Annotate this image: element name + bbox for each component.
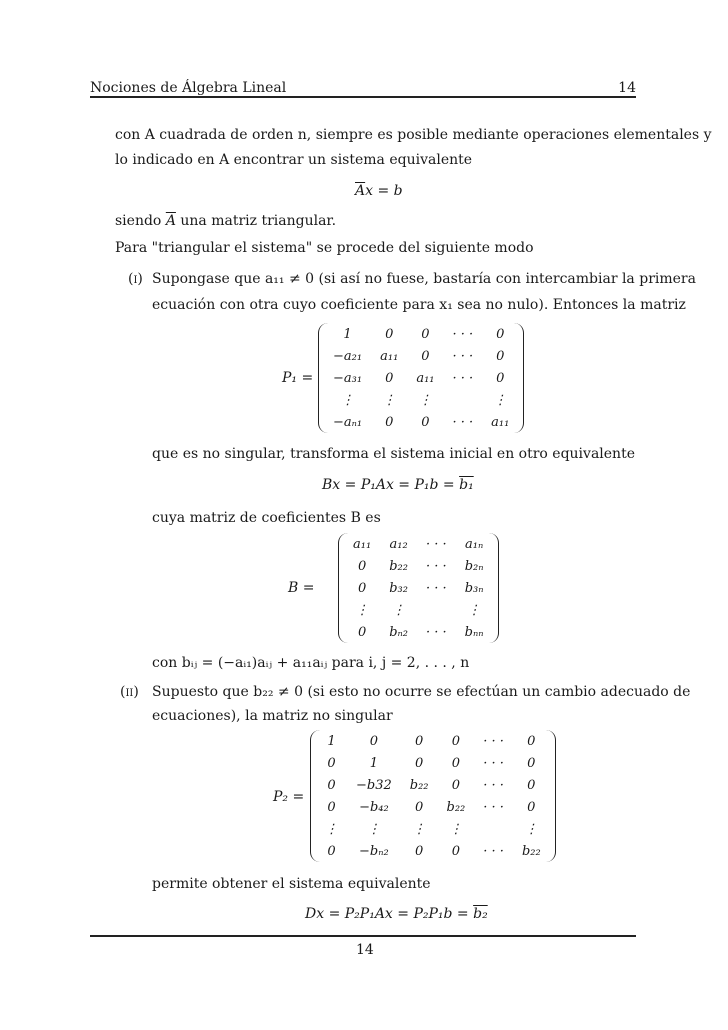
matrix-cell: bₙₙ bbox=[464, 624, 484, 640]
right-parenthesis bbox=[545, 730, 556, 862]
matrix-cell: · · · bbox=[483, 777, 504, 793]
matrix-cell: ⋮ bbox=[355, 602, 369, 618]
footer-page-number: 14 bbox=[356, 942, 374, 958]
right-parenthesis bbox=[488, 533, 499, 643]
matrix-cell: ⋮ bbox=[418, 392, 432, 408]
matrix-cell: · · · bbox=[483, 733, 504, 749]
matrix-cell: 0 bbox=[327, 777, 336, 793]
matrix-cell: 0 bbox=[451, 777, 461, 793]
matrix-cell: 0 bbox=[527, 755, 536, 771]
matrix-cell: bₙ₂ bbox=[389, 624, 408, 640]
matrix-cell: a₁₁ bbox=[491, 414, 510, 430]
left-parenthesis bbox=[310, 730, 321, 862]
matrix-cell: b₂₂ bbox=[521, 843, 541, 859]
paragraph-line: Para "triangular el sistema" se procede del siguiente modo bbox=[115, 240, 534, 256]
matrix-cell: b₂₂ bbox=[446, 799, 466, 815]
header-rule bbox=[90, 96, 636, 98]
matrix-cell: 0 bbox=[421, 414, 430, 430]
matrix-cell: · · · bbox=[452, 326, 474, 342]
matrix-row bbox=[324, 367, 518, 389]
footer-rule bbox=[90, 935, 636, 937]
matrix-p2 bbox=[316, 730, 550, 862]
text: siendo bbox=[115, 213, 166, 229]
matrix-cell: ⋮ bbox=[382, 392, 396, 408]
equation-text: Dx = P₂P₁Ax = P₂P₁b = bbox=[305, 906, 474, 922]
p1-label: P₁ = bbox=[282, 370, 314, 386]
matrix-cell: · · · bbox=[483, 843, 504, 859]
left-parenthesis bbox=[338, 533, 349, 643]
matrix-cell: 0 bbox=[527, 777, 536, 793]
matrix-cell: · · · bbox=[452, 348, 474, 364]
matrix-b-table bbox=[344, 533, 493, 643]
overlined-A: $\overline{A}$ bbox=[355, 183, 366, 199]
running-header-page-number: 14 bbox=[618, 80, 636, 96]
text: una matriz triangular. bbox=[175, 213, 337, 229]
equation-rest: x = b bbox=[365, 183, 403, 199]
matrix-cell: 1 bbox=[343, 326, 352, 342]
matrix-cell: · · · bbox=[452, 370, 474, 386]
matrix-cell: 0 bbox=[357, 558, 367, 574]
matrix-cell: 0 bbox=[369, 733, 379, 749]
matrix-cell: 0 bbox=[385, 370, 394, 386]
matrix-cell: · · · bbox=[483, 799, 504, 815]
equation-dx bbox=[305, 906, 488, 922]
matrix-cell: 1 bbox=[327, 733, 336, 749]
equation-bx bbox=[322, 477, 474, 493]
equation-text: Bx = P₁Ax = P₁b = bbox=[322, 477, 460, 493]
matrix-row bbox=[344, 533, 493, 555]
matrix-cell: 0 bbox=[327, 799, 336, 815]
matrix-cell: 0 bbox=[415, 799, 424, 815]
item-line: ecuaciones), la matriz no singular bbox=[152, 708, 393, 724]
matrix-cell: · · · bbox=[426, 536, 447, 552]
matrix-cell: · · · bbox=[483, 755, 504, 771]
b-label: B = bbox=[288, 580, 315, 596]
matrix-row bbox=[344, 621, 493, 643]
matrix-row bbox=[324, 345, 518, 367]
matrix-p1-table bbox=[324, 323, 518, 433]
paragraph-line: lo indicado en A encontrar un sistema equivalente bbox=[115, 152, 473, 168]
matrix-cell: b₃₂ bbox=[389, 580, 408, 596]
matrix-cell: −b32 bbox=[356, 777, 392, 793]
matrix-cell: 0 bbox=[496, 326, 505, 342]
matrix-cell: ⋮ bbox=[524, 821, 538, 837]
matrix-row bbox=[344, 577, 493, 599]
paragraph-line: con A cuadrada de orden n, siempre es posible mediante operaciones elementales y bbox=[115, 127, 712, 143]
matrix-cell: −a₃₁ bbox=[333, 370, 363, 386]
left-parenthesis bbox=[318, 323, 329, 433]
matrix-cell bbox=[417, 599, 456, 621]
matrix-cell: b₂₂ bbox=[409, 777, 429, 793]
matrix-row bbox=[324, 411, 518, 433]
matrix-row bbox=[316, 752, 550, 774]
matrix-cell: 0 bbox=[415, 733, 424, 749]
matrix-cell: · · · bbox=[426, 624, 447, 640]
matrix-cell: ⋮ bbox=[341, 392, 355, 408]
item-line: cuya matriz de coeficientes B es bbox=[152, 510, 381, 526]
matrix-cell: ⋮ bbox=[325, 821, 338, 837]
matrix-row bbox=[324, 389, 518, 411]
matrix-row bbox=[316, 774, 550, 796]
matrix-cell: 1 bbox=[369, 755, 379, 771]
matrix-cell: 0 bbox=[385, 414, 394, 430]
matrix-b bbox=[344, 533, 493, 643]
matrix-cell: · · · bbox=[452, 414, 474, 430]
matrix-cell: 0 bbox=[451, 733, 461, 749]
matrix-cell: 0 bbox=[415, 755, 424, 771]
matrix-cell: −bₙ₂ bbox=[359, 843, 389, 859]
matrix-cell bbox=[474, 818, 513, 840]
matrix-p2-table bbox=[316, 730, 550, 862]
matrix-p1 bbox=[324, 323, 518, 433]
matrix-row bbox=[316, 796, 550, 818]
matrix-cell: ⋮ bbox=[449, 821, 463, 837]
matrix-row bbox=[344, 555, 493, 577]
matrix-cell: · · · bbox=[426, 580, 447, 596]
item-label: (ii) bbox=[120, 684, 139, 700]
matrix-row bbox=[316, 818, 550, 840]
matrix-cell: 0 bbox=[327, 843, 336, 859]
matrix-cell: a₁₁ bbox=[380, 348, 399, 364]
item-line: Supongase que a₁₁ ≠ 0 (si así no fuese, bastaría con intercambiar la primera bbox=[152, 271, 696, 287]
item-label: (i) bbox=[128, 271, 143, 287]
matrix-cell: 0 bbox=[385, 326, 394, 342]
overlined-b1: b₁ bbox=[459, 477, 474, 493]
matrix-cell: 0 bbox=[357, 624, 367, 640]
matrix-cell: 0 bbox=[451, 755, 461, 771]
matrix-cell: a₁ₙ bbox=[464, 536, 484, 552]
matrix-row bbox=[344, 599, 493, 621]
running-header-title: Nociones de Álgebra Lineal bbox=[90, 80, 287, 96]
matrix-cell: ⋮ bbox=[367, 821, 381, 837]
siendo-line bbox=[115, 213, 336, 229]
matrix-cell: 0 bbox=[496, 348, 505, 364]
matrix-cell: ⋮ bbox=[392, 602, 406, 618]
matrix-cell: 0 bbox=[451, 843, 461, 859]
matrix-cell: ⋮ bbox=[412, 821, 426, 837]
item-line: ecuación con otra cuyo coeficiente para x₁ sea no nulo). Entonces la matriz bbox=[152, 297, 686, 313]
matrix-cell: 0 bbox=[421, 326, 430, 342]
matrix-cell: −a₂₁ bbox=[333, 348, 363, 364]
overlined-b2: b₂ bbox=[473, 906, 488, 922]
overlined-A: $\overline{A}$ bbox=[165, 213, 176, 229]
matrix-cell bbox=[444, 389, 483, 411]
matrix-row bbox=[316, 840, 550, 862]
matrix-cell: 0 bbox=[357, 580, 367, 596]
matrix-cell: b₂ₙ bbox=[464, 558, 484, 574]
matrix-cell: 0 bbox=[421, 348, 430, 364]
matrix-cell: b₂₂ bbox=[389, 558, 408, 574]
item-line: que es no singular, transforma el sistema inicial en otro equivalente bbox=[152, 446, 635, 462]
matrix-cell: a₁₁ bbox=[416, 370, 435, 386]
item-line: con bᵢⱼ = (−aᵢ₁)aᵢⱼ + a₁₁aᵢⱼ para i, j = 2, . . . , n bbox=[152, 655, 470, 671]
item-line: permite obtener el sistema equivalente bbox=[152, 876, 431, 892]
matrix-row bbox=[316, 730, 550, 752]
matrix-cell: 0 bbox=[327, 755, 336, 771]
equation-ax-b bbox=[355, 183, 403, 199]
matrix-cell: a₁₁ bbox=[353, 536, 372, 552]
matrix-cell: · · · bbox=[426, 558, 447, 574]
matrix-row bbox=[324, 323, 518, 345]
matrix-cell: 0 bbox=[496, 370, 505, 386]
matrix-cell: 0 bbox=[527, 733, 536, 749]
right-parenthesis bbox=[513, 323, 524, 433]
matrix-cell: 0 bbox=[527, 799, 536, 815]
matrix-cell: ⋮ bbox=[493, 392, 507, 408]
p2-label: P₂ = bbox=[273, 789, 305, 805]
matrix-cell: −aₙ₁ bbox=[333, 414, 363, 430]
item-line: Supuesto que b₂₂ ≠ 0 (si esto no ocurre se efectúan un cambio adecuado de bbox=[152, 684, 691, 700]
matrix-cell: 0 bbox=[415, 843, 424, 859]
matrix-cell: −b₄₂ bbox=[359, 799, 389, 815]
matrix-cell: a₁₂ bbox=[389, 536, 408, 552]
matrix-cell: ⋮ bbox=[467, 602, 481, 618]
matrix-cell: b₃ₙ bbox=[464, 580, 484, 596]
